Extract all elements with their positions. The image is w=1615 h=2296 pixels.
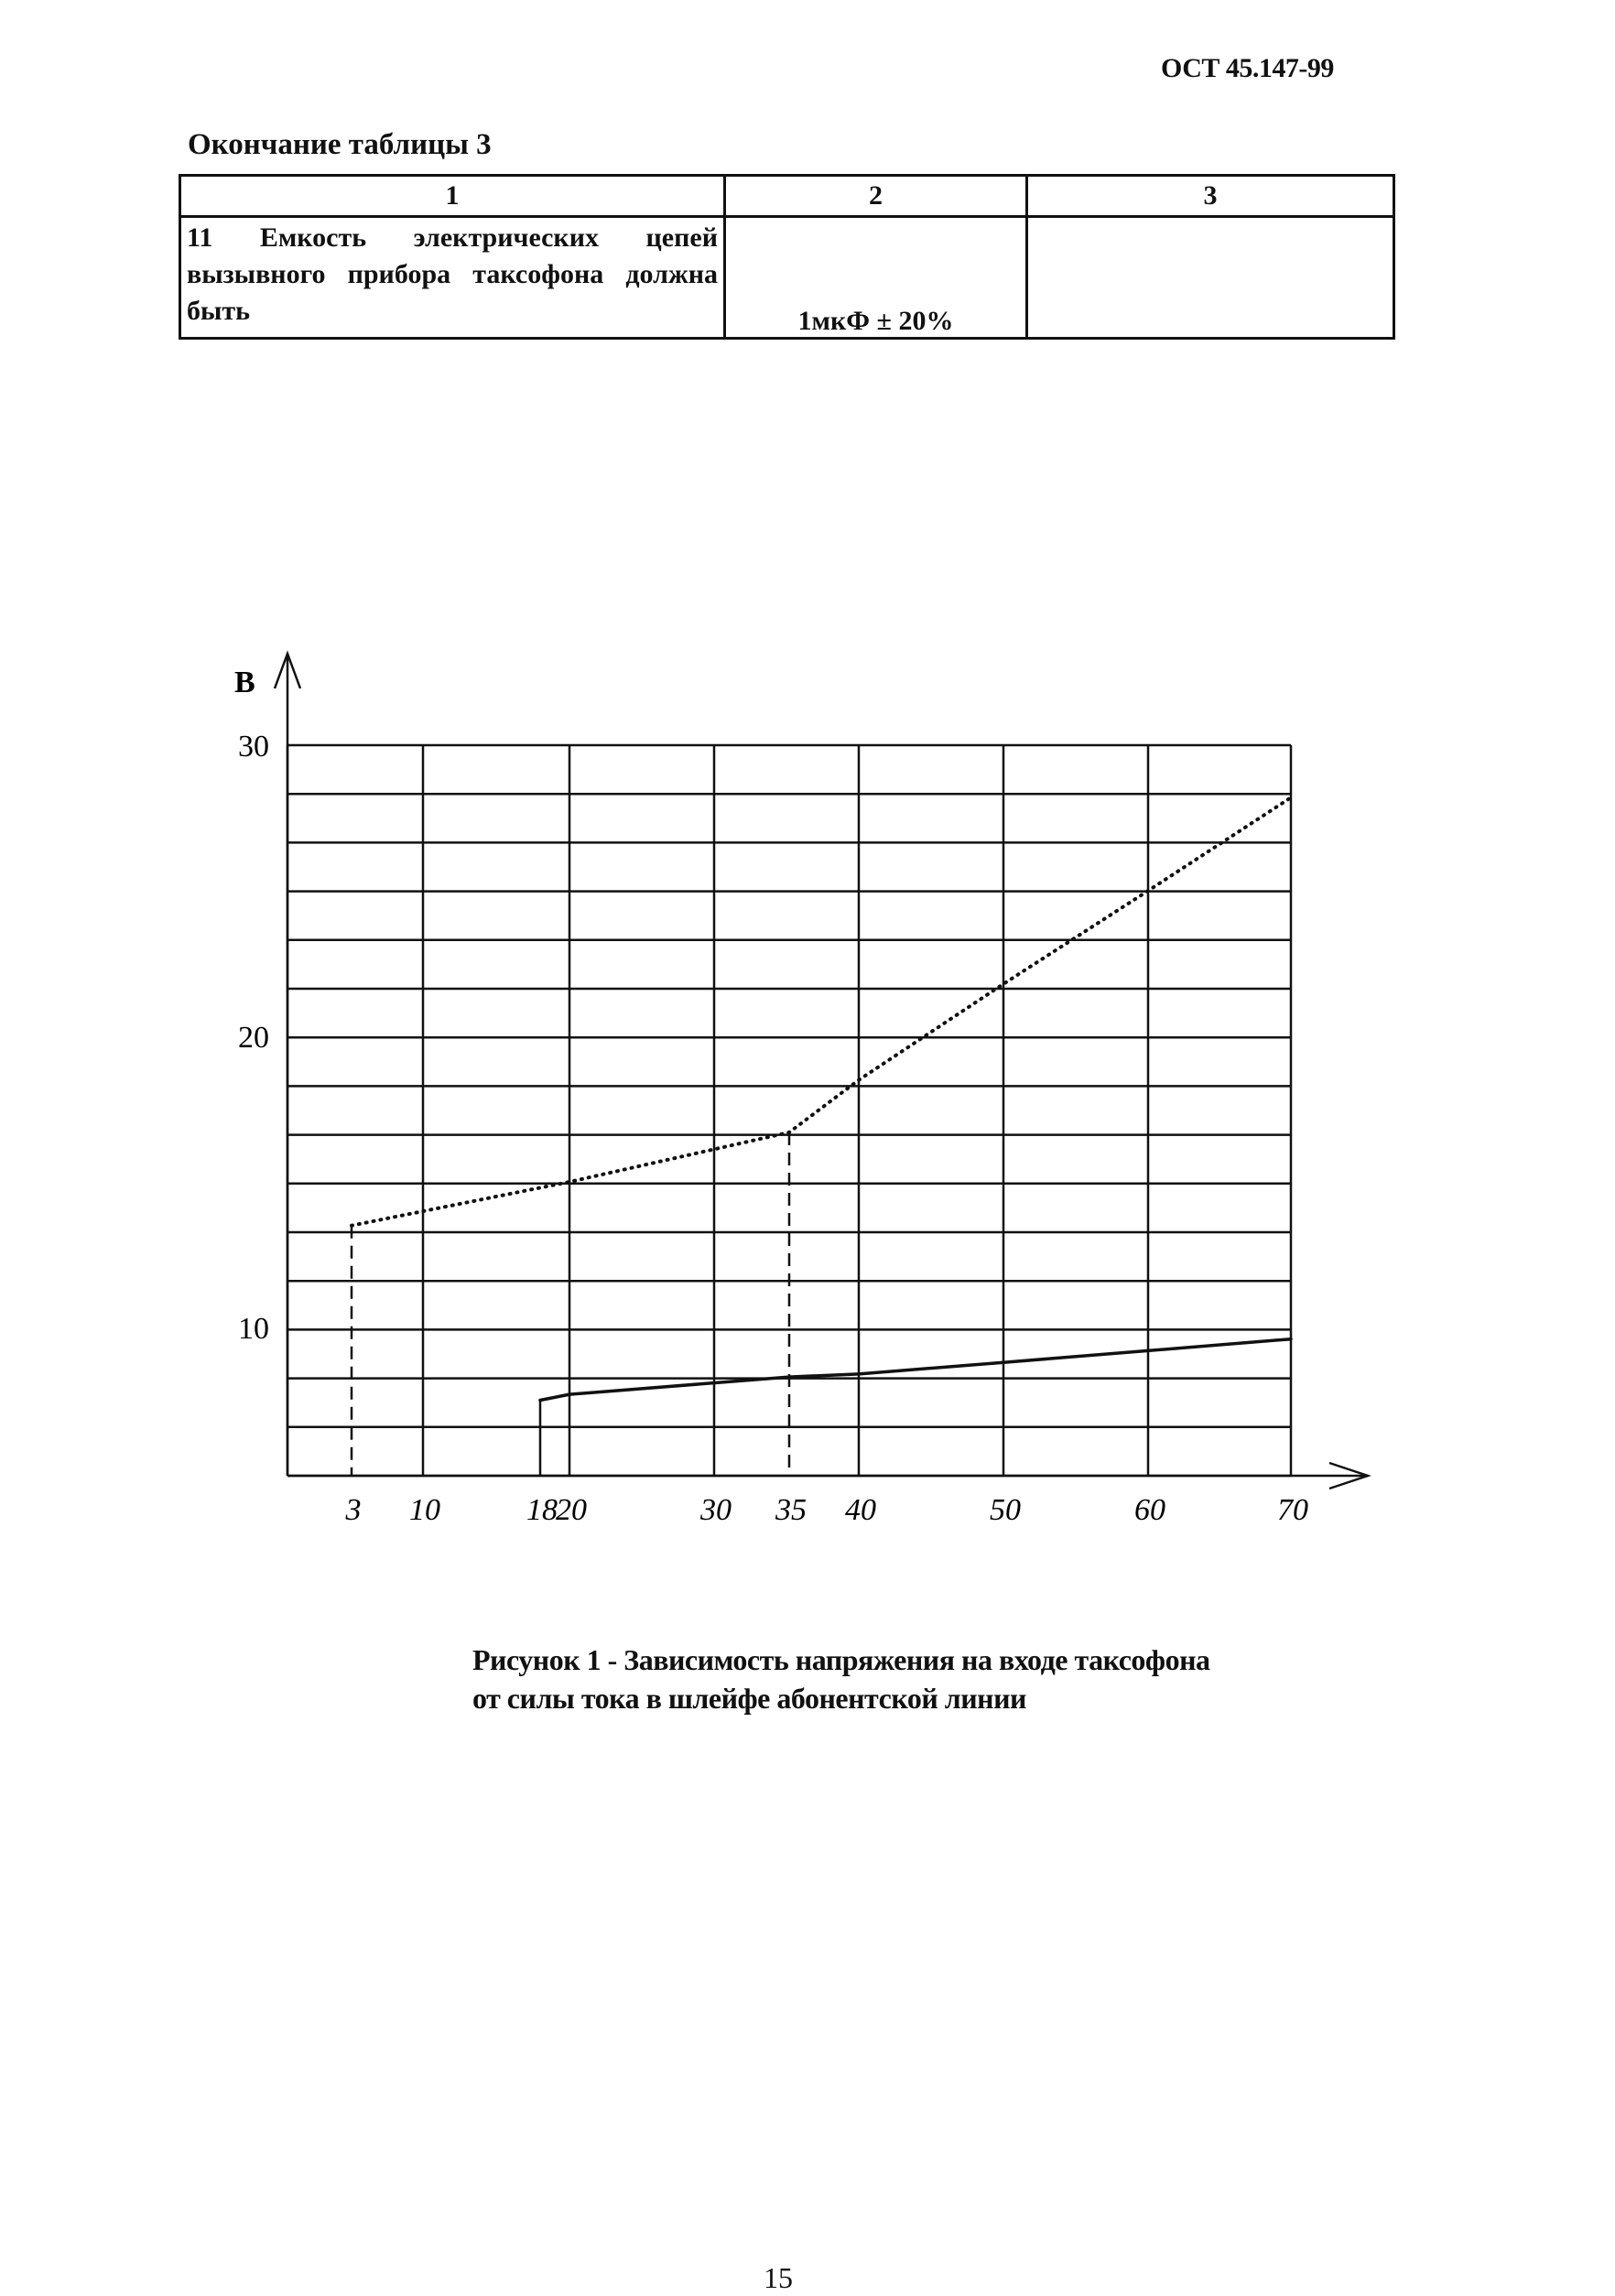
table-caption: Окончание таблицы 3: [188, 128, 492, 161]
y-tick-label: 20: [238, 1021, 269, 1055]
x-tick-label: 70: [1277, 1493, 1308, 1527]
y-tick-label: 30: [238, 730, 269, 764]
table-cell-value: 1мкФ ± 20%: [725, 217, 1027, 339]
y-axis-label: В: [234, 666, 255, 699]
x-tick-label: 35: [775, 1493, 807, 1527]
x-tick-label: 18: [526, 1493, 558, 1527]
chart-series: [352, 797, 1291, 1400]
x-tick-label: 10: [409, 1493, 440, 1527]
series-line-1: [352, 797, 1291, 1225]
table-header-cell: 1: [180, 176, 725, 217]
figure-caption-line-2: от силы тока в шлейфе абонентской линии: [472, 1682, 1026, 1715]
y-tick-label: 10: [238, 1312, 269, 1346]
table-header-cell: 2: [725, 176, 1027, 217]
x-tick-label: 60: [1134, 1493, 1165, 1527]
x-tick-label: 40: [845, 1493, 876, 1527]
chart-axes: [234, 654, 1368, 1489]
series-line-2: [540, 1339, 1291, 1401]
x-tick-label: 3: [345, 1493, 362, 1527]
page-number: 15: [764, 2261, 793, 2294]
document-code: ОСТ 45.147-99: [1161, 53, 1334, 83]
x-tick-label: 30: [700, 1493, 732, 1527]
figure-caption-line-1: Рисунок 1 - Зависимость напряжения на входе таксофона: [472, 1643, 1210, 1676]
x-tick-label: 20: [556, 1493, 587, 1527]
figure-caption: [472, 1641, 1210, 1717]
x-tick-label: 50: [990, 1493, 1021, 1527]
table-header-cell: 3: [1027, 176, 1394, 217]
table-cell-parameter: 11 Емкость электрических цепей вызывного прибора таксофона должна быть: [180, 217, 725, 339]
